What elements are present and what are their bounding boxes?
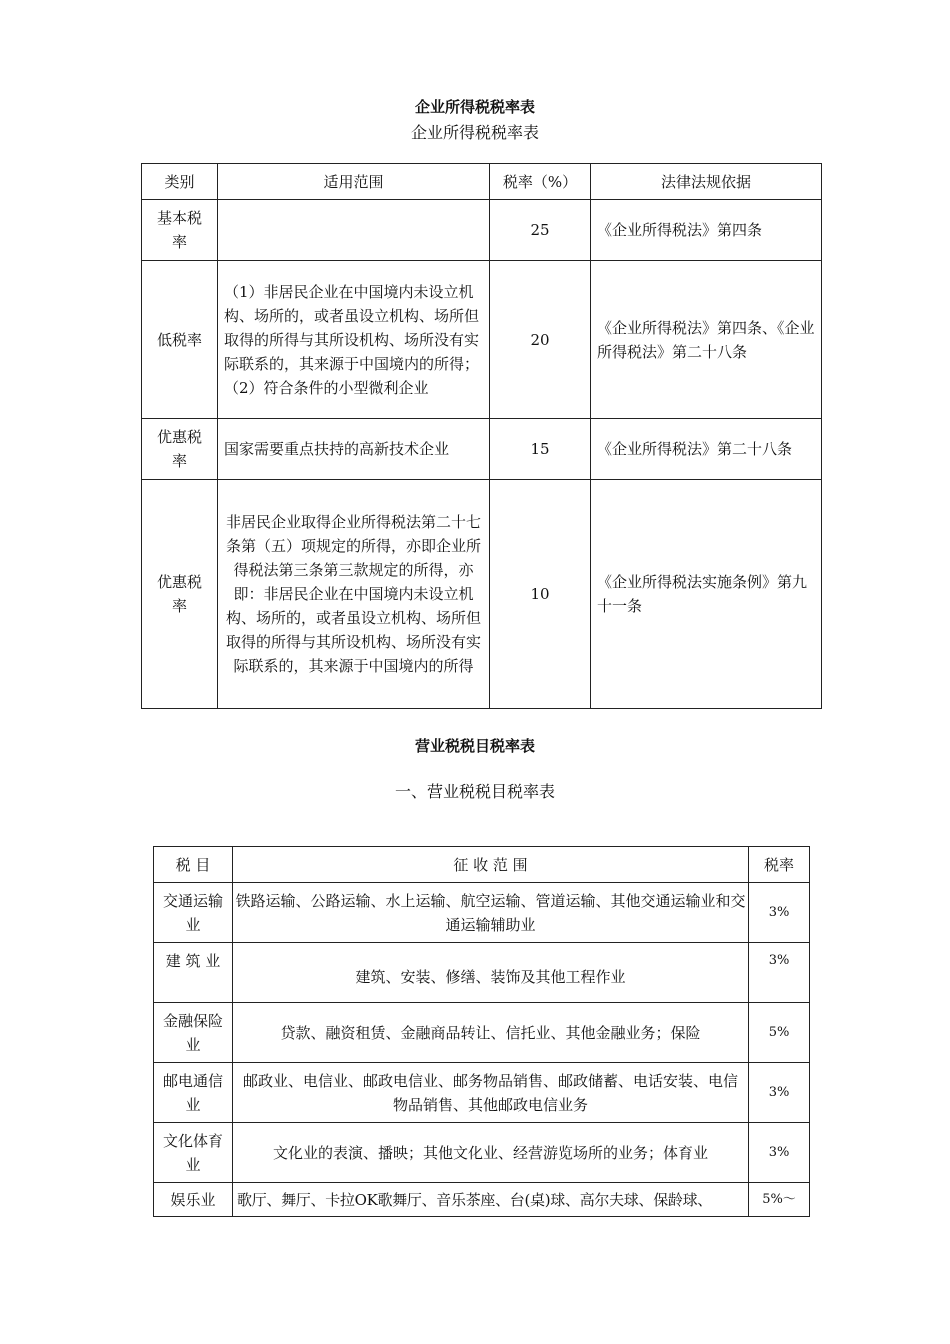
row-rate: 25 (490, 200, 591, 261)
row-rate: 3% (749, 1063, 810, 1123)
table-row (142, 419, 822, 480)
header-legal-basis: 法律法规依据 (591, 164, 822, 200)
table-row (154, 883, 810, 943)
table-row (154, 1003, 810, 1063)
row-scope: 铁路运输、公路运输、水上运输、航空运输、管道运输、其他交通运输业和交通运输辅助业 (233, 883, 749, 943)
row-legal-basis: 《企业所得税法》第二十八条 (591, 419, 822, 480)
row-rate: 20 (490, 261, 591, 419)
table-row (142, 261, 822, 419)
row-legal-basis: 《企业所得税法》第四条、《企业所得税法》第二十八条 (591, 261, 822, 419)
table-row (154, 1063, 810, 1123)
row-scope: 文化业的表演、播映；其他文化业、经营游览场所的业务；体育业 (233, 1123, 749, 1183)
row-scope: 邮政业、电信业、邮政电信业、邮务物品销售、邮政储蓄、电话安装、电信物品销售、其他邮政电信业务 (233, 1063, 749, 1123)
header-category: 类别 (142, 164, 218, 200)
row-category: 低税率 (142, 261, 218, 419)
table-row (154, 1183, 810, 1217)
row-tax-item: 交通运输业 (154, 883, 233, 943)
row-scope (218, 200, 490, 261)
header-scope: 征 收 范 围 (233, 847, 749, 883)
row-legal-basis: 《企业所得税法实施条例》第九十一条 (591, 480, 822, 709)
row-tax-item: 邮电通信业 (154, 1063, 233, 1123)
table-row (142, 200, 822, 261)
business-tax-title: 一、营业税税目税率表 (394, 782, 555, 801)
row-rate: 3% (749, 943, 810, 1003)
row-category: 基本税率 (142, 200, 218, 261)
business-tax-title-bold: 营业税税目税率表 (414, 737, 535, 755)
row-scope: 国家需要重点扶持的高新技术企业 (218, 419, 490, 480)
row-rate: 3% (749, 883, 810, 943)
table-row (154, 943, 810, 1003)
row-rate: 5%～ (749, 1183, 810, 1217)
header-rate: 税率 (749, 847, 810, 883)
table-row (142, 480, 822, 709)
row-scope: （1）非居民企业在中国境内未设立机构、场所的，或者虽设立机构、场所但取得的所得与其所设机构、场所没有实际联系的，其来源于中国境内的所得；（2）符合条件的小型微利企业 (218, 261, 490, 419)
header-tax-item: 税 目 (154, 847, 233, 883)
header-scope: 适用范围 (218, 164, 490, 200)
row-rate: 10 (490, 480, 591, 709)
row-scope: 贷款、融资租赁、金融商品转让、信托业、其他金融业务；保险 (233, 1003, 749, 1063)
row-category: 优惠税率 (142, 419, 218, 480)
row-scope: 歌厅、舞厅、卡拉OK歌舞厅、音乐茶座、台(桌)球、高尔夫球、保龄球、 (233, 1183, 749, 1217)
table-header-row (154, 847, 810, 883)
income-tax-title: 企业所得税税率表 (410, 123, 539, 142)
table-header-row (142, 164, 822, 200)
row-tax-item: 文化体育业 (154, 1123, 233, 1183)
row-rate: 3% (749, 1123, 810, 1183)
row-rate: 15 (490, 419, 591, 480)
row-tax-item: 建 筑 业 (154, 943, 233, 1003)
row-scope: 非居民企业取得企业所得税法第二十七条第（五）项规定的所得，亦即企业所得税法第三条第三款规定的所得，亦即：非居民企业在中国境内未设立机构、场所的，或者虽设立机构、场所但取得的所得与其所设机构、场所没有实际联系的，其来源于中国境内的所得 (218, 480, 490, 709)
income-tax-title-bold: 企业所得税税率表 (414, 98, 535, 116)
row-scope: 建筑、安装、修缮、装饰及其他工程作业 (233, 943, 749, 1003)
row-tax-item: 娱乐业 (154, 1183, 233, 1217)
row-legal-basis: 《企业所得税法》第四条 (591, 200, 822, 261)
table-row (154, 1123, 810, 1183)
row-tax-item: 金融保险业 (154, 1003, 233, 1063)
header-rate: 税率（%） (490, 164, 591, 200)
income-tax-rate-table (141, 163, 822, 709)
row-rate: 5% (749, 1003, 810, 1063)
business-tax-rate-table (153, 846, 810, 1217)
row-category: 优惠税率 (142, 480, 218, 709)
